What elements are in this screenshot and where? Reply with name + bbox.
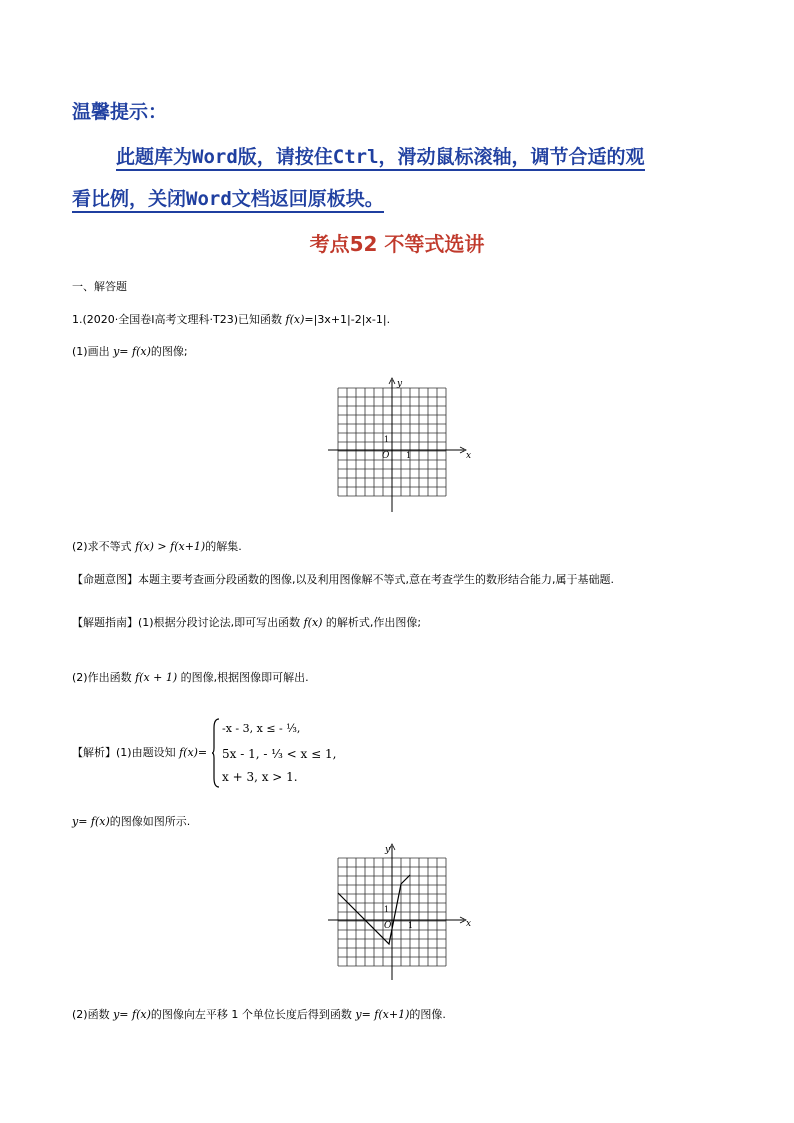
y-unit-label: 1 [384,435,390,444]
analysis-lead [72,746,207,760]
tip-line-1 [116,142,645,169]
problem-stem [72,313,390,327]
analysis-part2-c: 的图像. [409,1008,446,1021]
intent-label: 【命题意图】 [72,573,138,586]
analysis-part2-a: (2)函数 [72,1008,114,1021]
part-1 [72,345,188,359]
graph-caption [72,815,190,829]
tip-line-2 [72,184,384,211]
part-2-inequality: f(x) > f(x+1) [135,540,206,553]
stem-prefix: 1.(2020·全国卷Ⅰ高考文理科·T23)已知函数 [72,313,286,326]
graph-caption-function: y= f(x) [72,815,110,828]
guide-text-a: (1)根据分段讨论法,即可写出函数 [138,616,304,629]
analysis-part2-function-1: y= f(x) [113,1008,151,1021]
guide-paragraph [72,616,421,630]
analysis-part-2 [72,1008,446,1022]
document-title: 考点52 不等式选讲 [309,232,485,256]
stem-suffix: =|3x+1|-2|x-1|. [304,313,391,326]
part-1-prefix: (1)画出 [72,345,114,358]
intent-paragraph [72,573,614,587]
tip-line-2-text: 看比例，关闭Word文档返回原板块。 [72,188,384,213]
analysis-lead-text: (1)由题设知 [116,746,180,759]
graph-caption-text: 的图像如图所示. [109,815,191,828]
part-1-function: y= f(x) [113,345,151,358]
guide-function: f(x) [303,616,323,629]
x-unit-label: 1 [406,451,412,460]
case-1: -x - 3, x ≤ - ⅓, [222,722,301,735]
x-unit-label: 1 [408,921,414,930]
case-3: x + 3, x > 1. [222,770,298,784]
section-heading: 一、解答题 [72,280,127,293]
guide-line2-a: (2)作出函数 [72,671,136,684]
x-axis-label: x [466,919,472,929]
origin-label: O [382,451,390,461]
guide-label: 【解题指南】 [72,616,138,629]
tip-title: 温馨提示： [72,101,168,123]
piecewise-brace [212,718,220,788]
y-axis-label: y [397,379,403,389]
stem-function: f(x) [285,313,305,326]
part-1-suffix: 的图像; [150,345,188,358]
part-2-prefix: (2)求不等式 [72,540,136,553]
guide-line2-function: f(x + 1) [135,671,178,684]
analysis-part2-b: 的图像向左平移 1 个单位长度后得到函数 [150,1008,356,1021]
part-2 [72,540,242,554]
guide-paragraph-2 [72,671,309,685]
analysis-function: f(x)= [179,746,208,759]
origin-label: O [384,921,392,931]
guide-line2-b: 的图像,根据图像即可解出. [177,671,309,684]
analysis-part2-function-2: y= f(x+1) [355,1008,410,1021]
y-axis-label: y [385,845,391,855]
x-axis-label: x [466,451,472,461]
y-unit-label: 1 [384,905,390,914]
function-graph-figure [322,842,472,982]
part-2-suffix: 的解集. [205,540,242,553]
intent-text: 本题主要考查画分段函数的图像,以及利用图像解不等式,意在考查学生的数形结合能力,属于基础题. [138,573,614,586]
case-2: 5x - 1, - ⅓ < x ≤ 1, [222,747,337,761]
tip-line-1-text: 此题库为Word版，请按住Ctrl，滑动鼠标滚轴，调节合适的观 [116,146,645,171]
empty-grid-figure [322,376,472,516]
guide-text-b: 的解析式,作出图像; [322,616,422,629]
analysis-label: 【解析】 [72,746,116,759]
